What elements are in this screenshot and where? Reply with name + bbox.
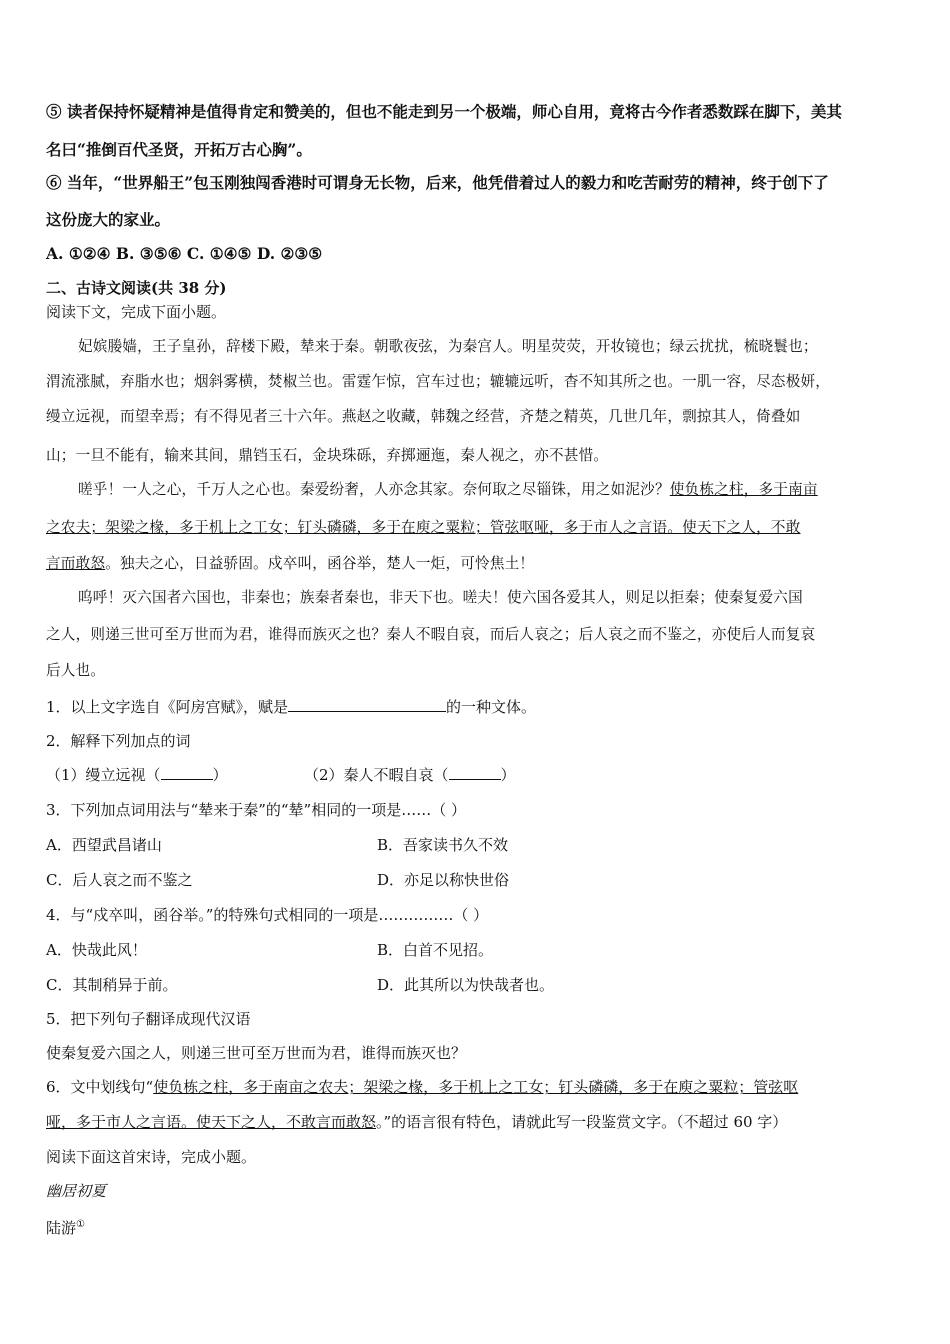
question-6-quoted: 使负栋之柱，多于南亩之农夫；架梁之椽，多于机上之工女；钉头磷磷，多于在庾之粟粒；管弦呕 <box>153 1078 799 1096</box>
question-6-line1 <box>46 1077 798 1097</box>
question-3: 3．下列加点词用法与“辇来于秦”的“辇”相同的一项是……（ ） <box>46 801 466 819</box>
question-3-option-d[interactable]: D．亦足以称快世俗 <box>377 871 510 889</box>
question-6-tail: 。”的语言很有特色，请就此写一段鉴赏文字。（不超过 60 字） <box>376 1113 788 1131</box>
poem-title: 幽居初夏 <box>46 1182 107 1200</box>
poem-author <box>46 1215 85 1238</box>
underlined-sentence-middle: 之农夫；架梁之椽，多于机上之工女；钉头磷磷，多于在庾之粟粒；管弦呕哑，多于市人之言语。使天下之人，不敢 <box>46 519 801 536</box>
q2-item1-end: ） <box>212 766 228 784</box>
passage-p3-line2: 之人，则递三世可至万世而为君，谁得而族灭之也？秦人不暇自哀，而后人哀之；后人哀之而不鉴之，亦使后人而复哀 <box>46 626 816 643</box>
question-6-line2 <box>46 1112 787 1132</box>
question-1-text: 1．以上文字选自《阿房宫赋》，赋是 <box>46 698 289 716</box>
passage-p1-line3: 缦立远视，而望幸焉；有不得见者三十六年。燕赵之收藏，韩魏之经营，齐楚之精英，几世几年，剽掠其人，倚叠如 <box>46 408 801 425</box>
q2-item2-end: ） <box>500 766 516 784</box>
section-intro: 阅读下文，完成下面小题。 <box>46 303 227 321</box>
section-title: 二、古诗文阅读(共 38 分) <box>46 279 227 297</box>
option-item-5-cont: 名曰“推倒百代圣贤，开拓万古心胸”。 <box>46 140 312 159</box>
question-2: 2．解释下列加点的词 <box>46 732 191 750</box>
question-4-option-b[interactable]: B．白首不见招。 <box>377 941 494 959</box>
question-3-option-c[interactable]: C．后人哀之而不鉴之 <box>46 871 193 889</box>
passage-p2-text: 嗟乎！一人之心，千万人之心也。秦爱纷奢，人亦念其家。奈何取之尽锱铢，用之如泥沙？ <box>78 481 670 498</box>
answer-choices: A. ①②④ B. ③⑤⑥ C. ①④⑤ D. ②③⑤ <box>46 244 323 263</box>
poem-intro: 阅读下面这首宋诗，完成小题。 <box>46 1148 257 1166</box>
question-2-item-1 <box>46 765 228 785</box>
option-item-6: ⑥ 当年，“世界船王”包玉刚独闯香港时可谓身无长物，后来，他凭借着过人的毅力和吃苦耐劳的精神，终于创下了 <box>46 173 829 192</box>
question-5-sentence: 使秦复爱六国之人，则递三世可至万世而为君，谁得而族灭也？ <box>46 1044 467 1062</box>
underlined-sentence-end: 言而敢怒 <box>46 555 106 572</box>
question-1 <box>46 697 536 717</box>
answer-blank[interactable] <box>449 765 501 780</box>
footnote-marker: ① <box>76 1219 85 1230</box>
passage-p1-line1: 妃嫔媵嫱，王子皇孙，辞楼下殿，辇来于秦。朝歌夜弦，为秦宫人。明星荧荧，开妆镜也；绿云扰扰，梳晓鬟也； <box>78 338 818 355</box>
question-4-option-c[interactable]: C．其制稍异于前。 <box>46 976 178 994</box>
answer-blank[interactable] <box>288 697 446 712</box>
question-5: 5．把下列句子翻译成现代汉语 <box>46 1010 251 1028</box>
passage-p2-tail: 。独夫之心，日益骄固。戍卒叫，函谷举，楚人一炬，可怜焦土！ <box>105 555 535 572</box>
passage-p1-line4: 山；一旦不能有，输来其间，鼎铛玉石，金块珠砾，弃掷逦迤，秦人视之，亦不甚惜。 <box>46 447 609 464</box>
question-1-tail: 的一种文体。 <box>446 698 537 716</box>
question-4-option-a[interactable]: A．快哉此风！ <box>46 941 147 959</box>
answer-blank[interactable] <box>161 765 213 780</box>
question-3-option-a[interactable]: A．西望武昌诸山 <box>46 836 162 854</box>
question-6-quoted-cont: 哑，多于市人之言语。使天下之人，不敢言而敢怒 <box>46 1113 377 1131</box>
passage-p3-line3: 后人也。 <box>46 662 106 679</box>
passage-p3-line1: 呜呼！灭六国者六国也，非秦也；族秦者秦也，非天下也。嗟夫！使六国各爱其人，则足以拒秦；使秦复爱六国 <box>78 589 803 606</box>
option-item-6-cont: 这份庞大的家业。 <box>46 210 171 229</box>
q2-item2-text: （2）秦人不暇自哀（ <box>304 766 449 784</box>
question-6-text: 6．文中划线句“ <box>46 1078 154 1096</box>
question-4: 4．与“戍卒叫，函谷举。”的特殊句式相同的一项是……………（ ） <box>46 906 489 924</box>
question-3-option-b[interactable]: B．吾家读书久不效 <box>377 836 509 854</box>
passage-p2-line3 <box>46 554 534 574</box>
passage-p1-line2: 渭流涨腻，弃脂水也；烟斜雾横，焚椒兰也。雷霆乍惊，宫车过也；辘辘远听，杳不知其所之也。一肌一容，尽态极妍， <box>46 373 831 390</box>
question-2-item-2 <box>304 765 516 785</box>
q2-item1-text: （1）缦立远视（ <box>46 766 161 784</box>
passage-p2-line1 <box>78 480 818 500</box>
question-4-option-d[interactable]: D．此其所以为快哉者也。 <box>377 976 555 994</box>
poem-author-name: 陆游 <box>46 1219 77 1237</box>
underlined-sentence-start: 使负栋之柱，多于南亩 <box>669 481 818 498</box>
option-item-5: ⑤ 读者保持怀疑精神是值得肯定和赞美的，但也不能走到另一个极端，师心自用，竟将古今作者悉数踩在脚下，美其 <box>46 102 842 121</box>
